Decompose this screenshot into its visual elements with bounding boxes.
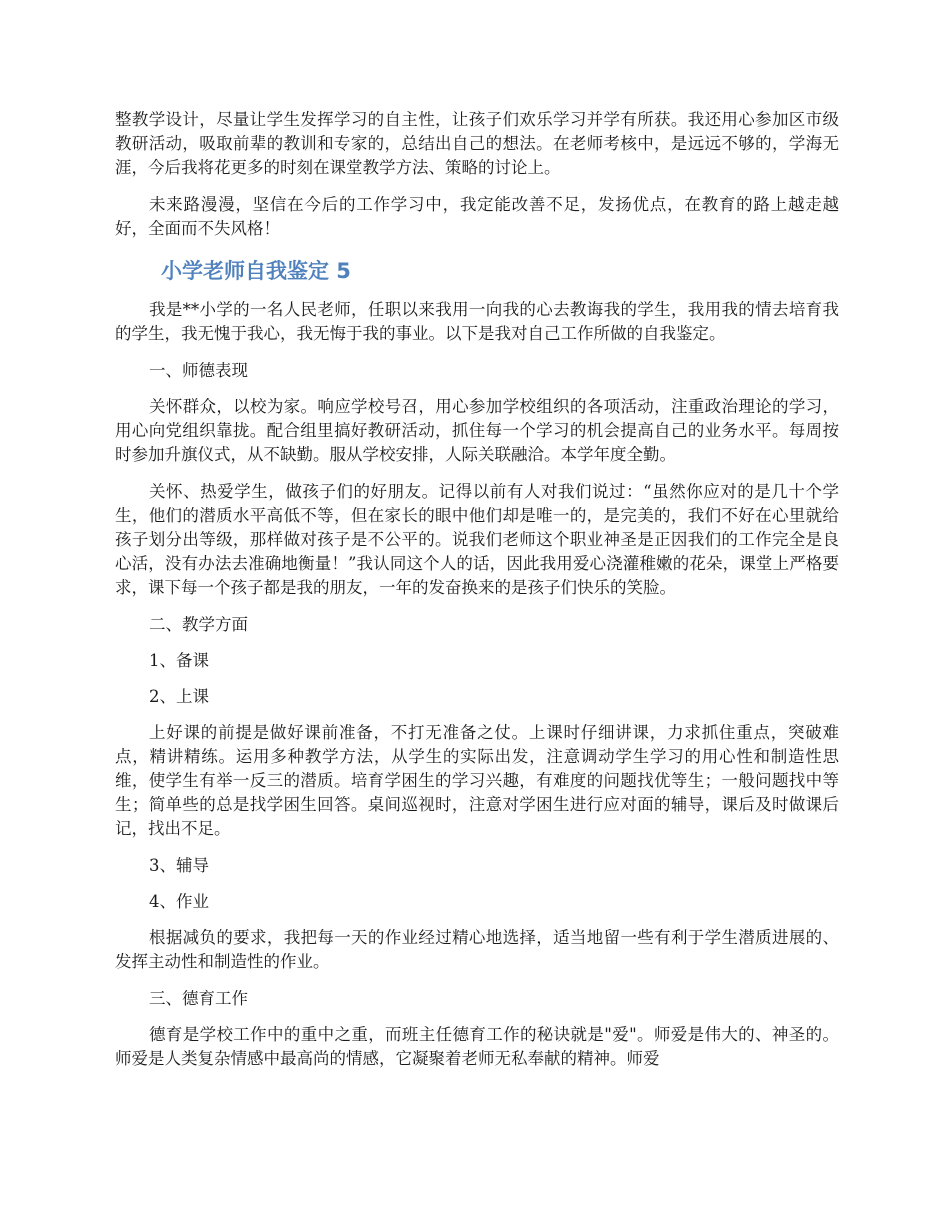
paragraph-future: 未来路漫漫，坚信在今后的工作学习中，我定能改善不足，发扬优点，在教育的路上越走越好，全面而不失风格！ bbox=[115, 195, 839, 238]
paragraph-homework: 根据减负的要求，我把每一天的作业经过精心地选择，适当地留一些有利于学生潜质进展的、发挥主动性和制造性的作业。 bbox=[115, 928, 839, 971]
heading-teaching: 二、教学方面 bbox=[149, 615, 248, 634]
paragraph-class: 上好课的前提是做好课前准备，不打无准备之仗。上课时仔细讲课，力求抓住重点，突破难点，精讲精练。运用多种教学方法，从学生的实际出发，注意调动学生学习的用心性和制造性思维，使学生有举一反三的潜质。培育学困生的学习兴趣，有难度的问题找优等生；一般问题找中等生；简单些的总是找学困生回答。桌间巡视时，注意对学困生进行应对面的辅导，课后及时做课后记，找出不足。 bbox=[115, 723, 839, 838]
heading-moral-education: 三、德育工作 bbox=[149, 989, 248, 1008]
paragraph-moral: 德育是学校工作中的重中之重，而班主任德育工作的秘诀就是"爱"。师爱是伟大的、神圣的。师爱是人类复杂情感中最高尚的情感，它凝聚着老师无私奉献的精神。师爱 bbox=[115, 1025, 839, 1068]
heading-ethics: 一、师德表现 bbox=[149, 361, 248, 380]
paragraph-intro: 整教学设计，尽量让学生发挥学习的自主性，让孩子们欢乐学习并学有所获。我还用心参加区市级教研活动，吸取前辈的教训和专家的，总结出自己的想法。在老师考核中，是远远不够的，学海无涯，今后我将花更多的时刻在课堂教学方法、策略的讨论上。 bbox=[115, 110, 839, 177]
heading-homework: 4、作业 bbox=[149, 892, 209, 911]
document-page bbox=[115, 108, 839, 1084]
section-title: 小学老师自我鉴定 5 bbox=[161, 259, 351, 283]
heading-tutoring: 3、辅导 bbox=[149, 856, 209, 875]
paragraph-ethics-2: 关怀、热爱学生，做孩子们的好朋友。记得以前有人对我们说过：“虽然你应对的是几十个学生，他们的潜质水平高低不等，但在家长的眼中他们却是唯一的，是完美的，我们不好在心里就给孩子划分出等级，那样做对孩子是不公平的。说我们老师这个职业神圣是正因我们的工作完全是良心活，没有办法去准确地衡量！”我认同这个人的话，因此我用爱心浇灌稚嫩的花朵，课堂上严格要求，课下每一个孩子都是我的朋友，一年的发奋换来的是孩子们快乐的笑脸。 bbox=[115, 482, 839, 597]
paragraph-self-intro: 我是**小学的一名人民老师，任职以来我用一向我的心去教诲我的学生，我用我的情去培育我的学生，我无愧于我心，我无悔于我的事业。以下是我对自己工作所做的自我鉴定。 bbox=[115, 300, 839, 343]
heading-lesson-prep: 1、备课 bbox=[149, 651, 209, 670]
paragraph-ethics-1: 关怀群众，以校为家。响应学校号召，用心参加学校组织的各项活动，注重政治理论的学习，用心向党组织靠拢。配合组里搞好教研活动，抓住每一个学习的机会提高自己的业务水平。每周按时参加升旗仪式，从不缺勤。服从学校安排，人际关联融洽。本学年度全勤。 bbox=[115, 397, 839, 464]
heading-class: 2、上课 bbox=[149, 687, 209, 706]
